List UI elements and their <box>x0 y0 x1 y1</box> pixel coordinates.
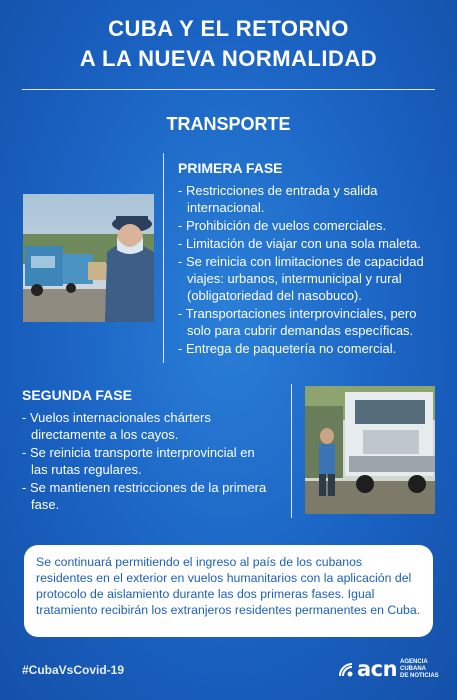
truck-passengers-photo <box>305 386 435 514</box>
title-divider <box>22 89 435 90</box>
list-item: - Se mantienen restricciones de la primera fase. <box>22 479 274 513</box>
fase2-heading: SEGUNDA FASE <box>22 387 132 403</box>
fase2-divider <box>291 384 292 518</box>
fase2-list <box>22 409 274 514</box>
fase1-heading: PRIMERA FASE <box>178 160 283 176</box>
list-item: - Se reinicia transporte interprovincial en las rutas regulares. <box>22 444 274 478</box>
list-item: - Prohibición de vuelos comerciales. <box>178 217 436 234</box>
acn-logo-icon <box>338 662 354 678</box>
list-item: - Vuelos internacionales chárters directamente a los cayos. <box>22 409 274 443</box>
list-item: - Transportaciones interprovinciales, pero solo para cubrir demandas específicas. <box>178 305 436 339</box>
title-line-2: A LA NUEVA NORMALIDAD <box>79 46 378 71</box>
fase1-divider <box>163 153 164 363</box>
police-traffic-photo <box>23 194 154 322</box>
acn-logo-word: acn <box>357 657 398 681</box>
list-item: - Limitación de viajar con una sola maleta. <box>178 235 436 252</box>
list-item: - Restricciones de entrada y salida internacional. <box>178 182 436 216</box>
info-note: Se continuará permitiendo el ingreso al país de los cubanos residentes en el exterior en vuelos humanitarios con la aplicación del protocolo de aislamiento durante las dos primeras fases. Igual tratamiento recibirán los extranjeros residentes permanentes en Cuba. <box>24 545 433 637</box>
title-line-1: CUBA Y EL RETORNO <box>108 16 349 41</box>
acn-logo-subtitle: AGENCIA CUBANA DE NOTICIAS <box>400 659 439 679</box>
hashtag: #CubaVsCovid-19 <box>22 663 125 677</box>
page-title <box>0 14 457 74</box>
section-title: TRANSPORTE <box>166 114 291 134</box>
list-item: - Se reinicia con limitaciones de capacidad viajes: urbanos, intermunicipal y rural (obligatoriedad del nasobuco). <box>178 253 436 304</box>
fase1-list <box>178 182 436 358</box>
list-item: - Entrega de paquetería no comercial. <box>178 340 436 357</box>
